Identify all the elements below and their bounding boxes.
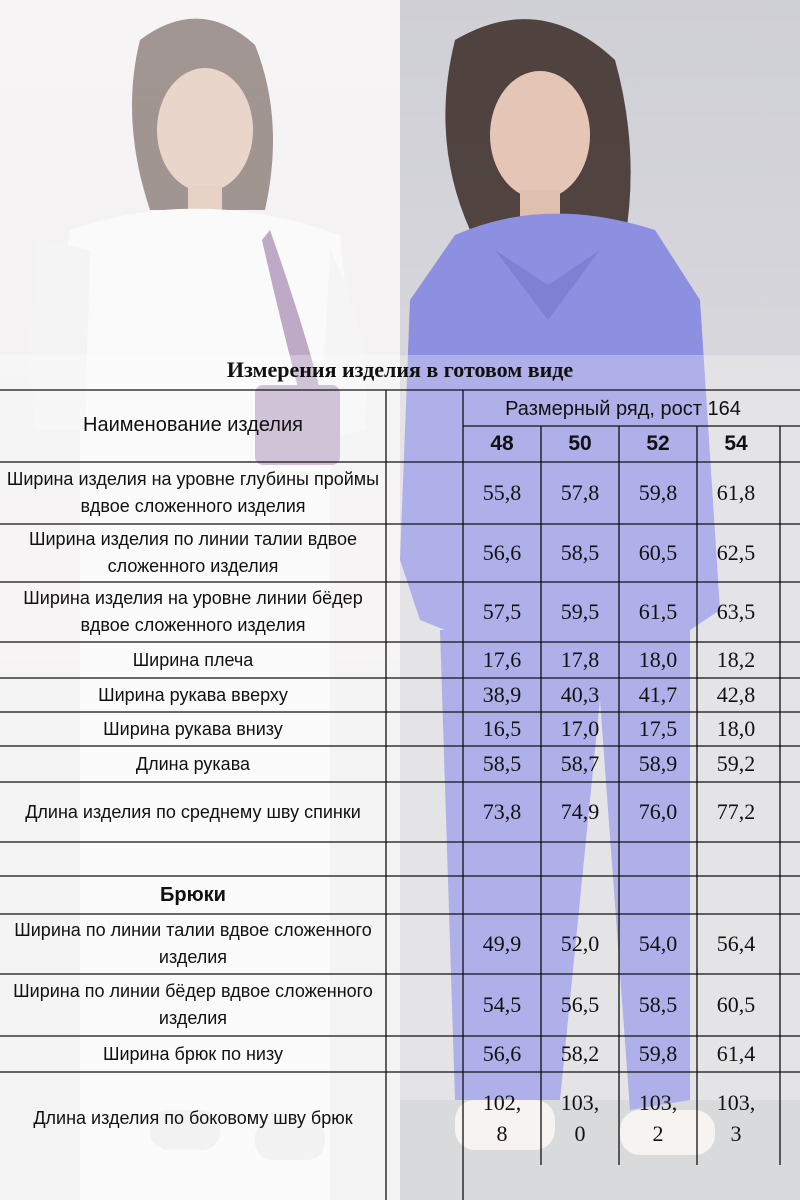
row-name: Ширина рукава вверху: [98, 684, 288, 705]
row-value: 16,5: [482, 716, 522, 741]
row-value: 58,5: [560, 540, 600, 565]
table-row: [0, 782, 800, 842]
row-value: 60,5: [716, 992, 756, 1017]
row-value: 54,5: [482, 992, 522, 1017]
row-value: 62,5: [716, 540, 756, 565]
row-value: 56,4: [716, 931, 756, 956]
section-row: [0, 876, 800, 914]
row-value: 56,6: [482, 1041, 522, 1066]
table-row: [0, 524, 800, 582]
row-value: 74,9: [560, 799, 600, 824]
table-title: Измерения изделия в готовом виде: [226, 357, 574, 382]
header-size-52: 52: [646, 432, 670, 455]
row-value: 54,0: [638, 931, 678, 956]
row-value: 55,8: [482, 480, 522, 505]
header-product-name: Наименование изделия: [83, 413, 303, 436]
row-value: 56,5: [560, 992, 600, 1017]
row-name: Ширина по линии талии вдвое сложенного изделия: [14, 920, 372, 967]
row-name: Ширина изделия на уровне линии бёдер вдвое сложенного изделия: [23, 588, 363, 635]
row-value: 17,6: [482, 647, 522, 672]
table-row: [0, 746, 800, 782]
row-value: 18,0: [716, 716, 756, 741]
row-value: 103,0: [560, 1090, 600, 1146]
row-name: Ширина рукава внизу: [103, 718, 283, 739]
row-value: 59,8: [638, 480, 678, 505]
row-value: 63,5: [716, 599, 756, 624]
row-value: 61,8: [716, 480, 756, 505]
row-value: 60,5: [638, 540, 678, 565]
row-value: 59,2: [716, 751, 756, 776]
header-size-48: 48: [490, 432, 514, 455]
row-value: 59,8: [638, 1041, 678, 1066]
row-value: 73,8: [482, 799, 522, 824]
row-value: 77,2: [716, 799, 756, 824]
row-value: 103,3: [716, 1090, 756, 1146]
header-size-range: Размерный ряд, рост 164: [505, 397, 741, 420]
row-value: 41,7: [638, 682, 678, 707]
row-value: 18,2: [716, 647, 756, 672]
row-name: Ширина изделия на уровне глубины проймы вдвое сложенного изделия: [6, 469, 380, 516]
row-value: 18,0: [638, 647, 678, 672]
row-name: Ширина изделия по линии талии вдвое сложенного изделия: [29, 529, 357, 576]
row-value: 61,4: [716, 1041, 756, 1066]
table-row: [0, 974, 800, 1036]
row-value: 40,3: [560, 682, 600, 707]
row-value: 17,8: [560, 647, 600, 672]
row-value: 103,2: [638, 1090, 678, 1146]
row-value: 102,8: [482, 1090, 522, 1146]
header-size-50: 50: [568, 432, 592, 455]
row-name: Ширина плеча: [132, 649, 254, 670]
table-row: [0, 914, 800, 974]
row-value-wrapped: [541, 1072, 619, 1164]
table-row: [0, 712, 800, 746]
table-row: [0, 642, 800, 678]
row-value: 38,9: [482, 682, 522, 707]
row-value: 58,2: [560, 1041, 600, 1066]
row-value: 49,9: [482, 931, 522, 956]
row-value: 42,8: [716, 682, 756, 707]
row-name: Длина рукава: [135, 753, 251, 774]
section-title-pants: Брюки: [160, 883, 226, 906]
row-value: 58,5: [482, 751, 522, 776]
row-value: 57,5: [482, 599, 522, 624]
row-value: 57,8: [560, 480, 600, 505]
row-value: 59,5: [560, 599, 600, 624]
row-value: 17,0: [560, 716, 600, 741]
table-row: [0, 1036, 800, 1072]
row-name: Длина изделия по среднему шву спинки: [25, 801, 361, 822]
row-value: 52,0: [560, 931, 600, 956]
row-name: Ширина брюк по низу: [102, 1043, 284, 1064]
header-size-54: 54: [724, 432, 748, 455]
row-value: 61,5: [638, 599, 678, 624]
table-row: [0, 678, 800, 712]
row-value: 58,5: [638, 992, 678, 1017]
row-name: Длина изделия по боковому шву брюк: [33, 1107, 353, 1128]
row-value: 58,7: [560, 751, 600, 776]
table-row: [0, 582, 800, 642]
row-value-wrapped: [619, 1072, 697, 1164]
row-value-wrapped: [697, 1072, 775, 1164]
row-name: Ширина по линии бёдер вдвое сложенного изделия: [13, 981, 373, 1028]
row-value: 76,0: [638, 799, 678, 824]
row-value-wrapped: [463, 1072, 541, 1164]
table-row: [0, 462, 800, 524]
row-value: 56,6: [482, 540, 522, 565]
row-value: 58,9: [638, 751, 678, 776]
row-value: 17,5: [638, 716, 678, 741]
table-row: [0, 1072, 800, 1164]
